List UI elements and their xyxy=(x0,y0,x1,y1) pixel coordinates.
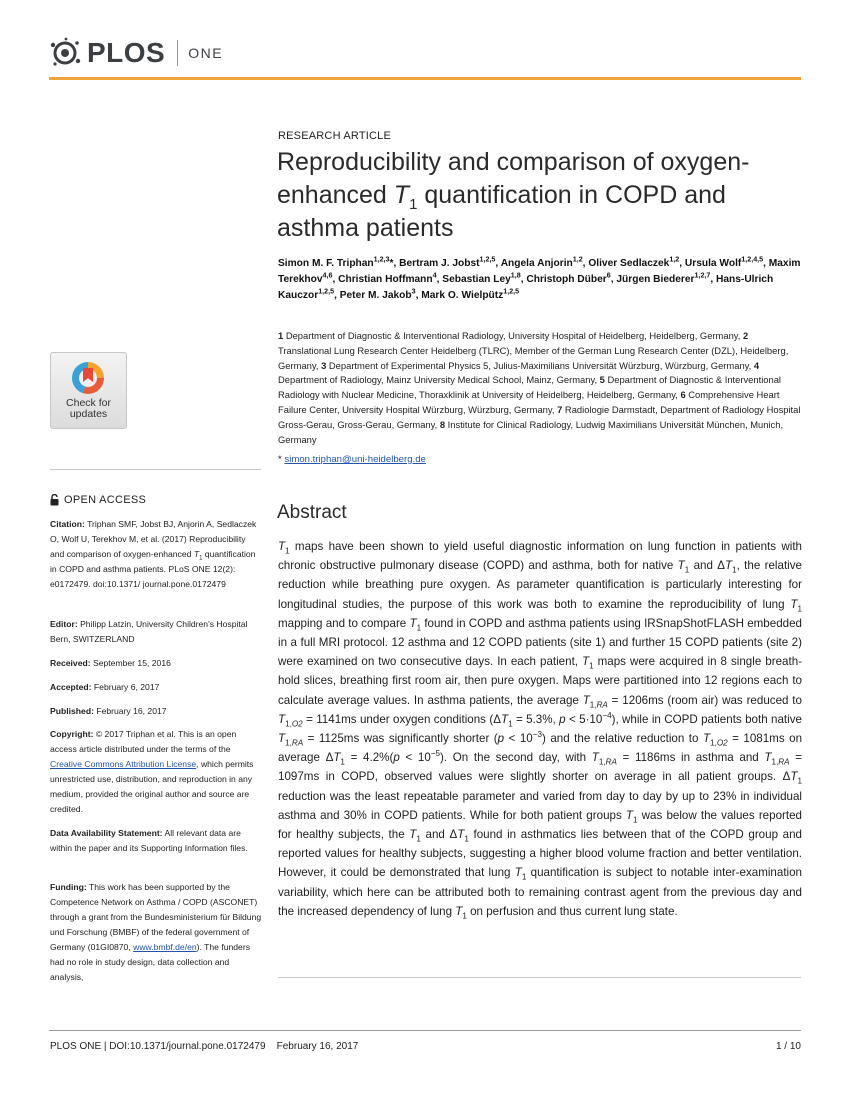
check-for-updates-button[interactable] xyxy=(50,352,127,429)
abstract-text: $T_1$ maps have been shown to yield useful diagnostic information on lung function in patients with chronic obstructive pulmonary disease (COPD) and asthma, both for native $T_1$ and $\Delta T_1$, the relative reduction while breathing pure oxygen. As parameter quantification is particularly interesting for longitudinal studies, the purpose of this work was both to examine the reproducibility of lung $T_1$ mapping and to compare $T_1$ found in COPD and asthma patients using IRSnapShotFLASH embedded in a full MRI protocol. 12 asthma and 12 COPD patients (site 1) and further 15 COPD patients (site 2) were examined on two consecutive days. In each patient, $T_1$ maps were acquired in 8 single breath-hold slices, breathing first room air, then pure oxygen. Maps were partitioned into 12 regions each to calculate average values. In asthma patients, the average $T_{1,RA} = 1206ms$ (room air) was reduced to $T_{1,O2} = 1141ms$ under oxygen conditions ($\Delta T_1 = 5.3\%$, $p < 5\cdot 10^{-4}$), while in COPD patients both native $T_{1,RA} = 1125ms$ was significantly shorter $(p < 10^{-3})$ and the relative reduction to $T_{1,O2} = 1081ms$ on average $\Delta T_1 = 4.2\%(p < 10^{-5})$. On the second day, with $T_{1,RA} = 1186ms$ in asthma and $T_{1,RA} = 1097ms$ in COPD, observed values were slightly shorter on average in all patient groups. $\Delta T_1$ reduction was the least repeatable parameter and varied from day to day by up to 23% in individual asthma and 30% in COPD patients. While for both patient groups $T_1$ was below the values reported for healthy subjects, the $T_1$ and $\Delta T_1$ found in asthmatics lies between that of the COPD group and reported values for healthy subjects, suggesting a higher blood volume fraction and better ventilation. However, it could be demonstrated that lung $T_1$ quantification is subject to notable inter-examination variability, which here can be attributed both to remaining contrast agent from the previous day and the increased dependency of lung $T_1$ on perfusion and thus current lung state. xyxy=(278,540,803,921)
plos-logo-icon xyxy=(49,37,81,69)
received-date: Received: September 15, 2016 xyxy=(50,658,171,668)
author-list: Simon M. F. Triphan$^{1,2,3}$*, Bertram J. Jobst$^{1,2,5}$, Angela Anjorin$^{1,2}$, Oliver Sedlaczek$^{1,2}$, Ursula Wolf$^{1,2,4,5}$, Maxim Terekhov$^{4,6}$, Christian Hoffmann$^4$, Sebastian Ley$^{1,8}$, Christoph Düber$^6$, Jürgen Biederer$^{1,2,7}$, Hans-Ulrich Kauczor$^{1,2,5}$, Peter M. Jakob$^3$, Mark O. Wielpütz$^{1,2,5}$ xyxy=(278,255,801,301)
editor-block: Editor: Philipp Latzin, University Children's Hospital Bern, SWITZERLAND xyxy=(50,619,248,644)
open-access-text: OPEN ACCESS xyxy=(64,494,147,506)
abstract-heading: Abstract xyxy=(277,502,347,523)
page-number: 1 / 10 xyxy=(775,1041,801,1052)
footer-citation: PLOS ONE | DOI:10.1371/journal.pone.0172479 February 16, 2017 xyxy=(50,1041,359,1052)
logo-journal-text: ONE xyxy=(188,45,224,61)
logo-plos-text: PLOS xyxy=(87,37,166,68)
citation-block: Citation: Triphan SMF, Jobst BJ, Anjorin A, Sedlaczek O, Wolf U, Terekhov M, et al. (2017) Reproducibility and comparison of oxygen-enhanced $T_1$ quantification in COPD and asthma patients. PLoS ONE 12(2): e0172479. doi:10.1371/ journal.pone.0172479 xyxy=(50,519,257,589)
funding-block: Funding: This work has been supported by the Competence Network on Asthma / COPD (ASCONET) through a grant from the Bundesministerium für Bildung und Forschung (BMBF) of the federal government of Germany (01GI0870, www.bmbf.de/en). The funders had no role in study design, data collection and analysis, xyxy=(50,882,262,982)
open-lock-icon xyxy=(50,494,59,506)
copyright-block: Copyright: © 2017 Triphan et al. This is an open access article distributed under the terms of the Creative Commons Attribution License, which permits unrestricted use, distribution, and reproduction in any medium, provided the original author and source are credited. xyxy=(50,729,254,814)
open-access-label xyxy=(50,494,146,506)
plos-one-logo[interactable] xyxy=(49,36,223,70)
logo-divider xyxy=(177,40,178,66)
data-availability-block: Data Availability Statement: All relevant data are within the paper and its Supporting Information files. xyxy=(50,828,248,853)
sidebar-rule xyxy=(50,469,261,470)
check-for-updates-label: Check for updates xyxy=(66,397,111,420)
email-link[interactable]: simon.triphan@uni-heidelberg.de xyxy=(284,454,426,465)
article-type: RESEARCH ARTICLE xyxy=(278,130,392,142)
header-rule xyxy=(49,77,801,80)
corresponding-email xyxy=(278,454,426,465)
accepted-date: Accepted: February 6, 2017 xyxy=(50,682,160,692)
abstract-rule xyxy=(278,977,801,978)
footer-rule xyxy=(49,1030,801,1031)
published-date: Published: February 16, 2017 xyxy=(50,706,167,716)
asterisk-marker: * xyxy=(278,454,285,465)
affiliations: 1 Department of Diagnostic & Interventional Radiology, University Hospital of Heidelberg, Heidelberg, Germany, 2 Translational Lung Research Center Heidelberg (TLRC), Member of the German Lung Research Center (DZL), Heidelberg, Germany, 3 Department of Experimental Physics 5, Julius-Maximilians Universität Würzburg, Würzburg, Germany, 4 Department of Radiology, Mainz University Medical School, Mainz, Germany, 5 Department of Diagnostic & Interventional Radiology with Nuclear Medicine, Thoraxklinik at University of Heidelberg, Heidelberg, Germany, 6 Comprehensive Heart Failure Center, University Hospital Würzburg, Würzburg, Germany, 7 Radiologie Darmstadt, Department of Radiology Hospital Gross-Gerau, Gross-Gerau, Germany, 8 Institute for Clinical Radiology, Ludwig Maximilians Universität München, Munich, Germany xyxy=(278,330,801,445)
crossmark-icon xyxy=(72,362,104,394)
article-title: Reproducibility and comparison of oxygen-enhanced $T_1$ quantification in COPD and asthma patients xyxy=(277,148,750,242)
